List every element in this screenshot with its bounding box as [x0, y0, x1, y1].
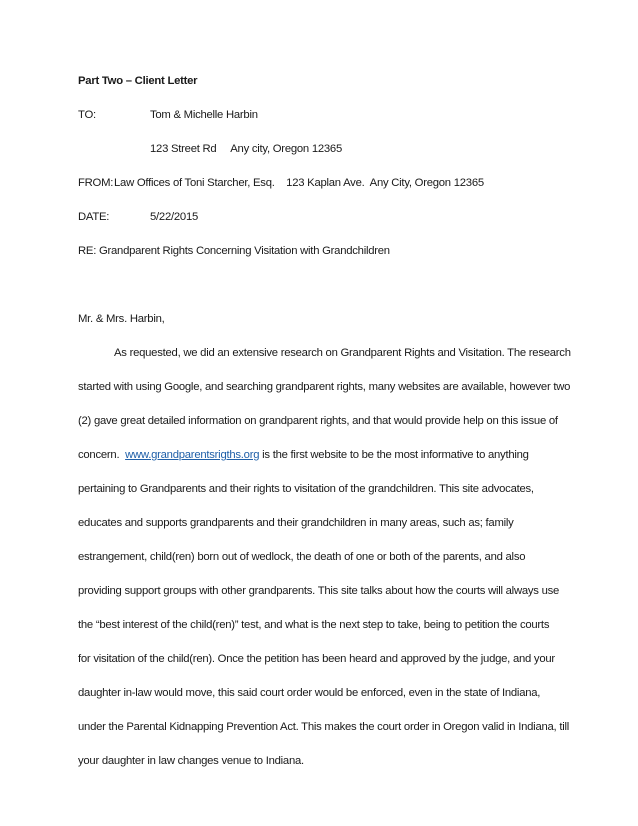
date-value: 5/22/2015: [150, 211, 199, 223]
body-line: the “best interest of the child(ren)” test, and what is the next step to take, being to petition the courts: [78, 619, 550, 631]
from-label: FROM:: [78, 177, 114, 189]
body-line: providing support groups with other grandparents. This site talks about how the courts will always use: [78, 585, 560, 597]
body-line-with-link: [78, 448, 558, 463]
to-address: 123 Street Rd Any city, Oregon 12365: [150, 143, 342, 155]
body-text: is the first website to be the most informative to anything: [259, 449, 529, 461]
to-label: TO:: [78, 109, 96, 121]
body-text: concern.: [78, 449, 126, 461]
body-line: started with using Google, and searching grandparent rights, many websites are available, however two: [78, 381, 571, 393]
body-line: under the Parental Kidnapping Prevention Act. This makes the court order in Oregon valid in Indiana, till: [78, 721, 569, 733]
body-line: educates and supports grandparents and their grandchildren in many areas, such as; family: [78, 517, 514, 529]
body-line: daughter in-law would move, this said court order would be enforced, even in the state of Indiana,: [78, 687, 541, 699]
body-line: estrangement, child(ren) born out of wedlock, the death of one or both of the parents, and also: [78, 551, 526, 563]
body-line: (2) gave great detailed information on grandparent rights, and that would provide help on this issue of: [78, 415, 558, 427]
body-line: for visitation of the child(ren). Once the petition has been heard and approved by the judge, and your: [78, 653, 555, 665]
to-name: Tom & Michelle Harbin: [150, 109, 258, 121]
body-line: pertaining to Grandparents and their rights to visitation of the grandchildren. This site advocates,: [78, 483, 534, 495]
website-link[interactable]: www.grandparentsrigths.org: [125, 449, 260, 461]
from-value: Law Offices of Toni Starcher, Esq. 123 Kaplan Ave. Any City, Oregon 12365: [114, 177, 484, 189]
subject-line: RE: Grandparent Rights Concerning Visitation with Grandchildren: [78, 245, 390, 257]
date-label: DATE:: [78, 211, 110, 223]
salutation: Mr. & Mrs. Harbin,: [78, 313, 165, 325]
letter-heading: Part Two – Client Letter: [78, 75, 198, 87]
body-line: your daughter in law changes venue to Indiana.: [78, 755, 304, 767]
body-line: As requested, we did an extensive research on Grandparent Rights and Visitation. The research: [114, 347, 571, 359]
